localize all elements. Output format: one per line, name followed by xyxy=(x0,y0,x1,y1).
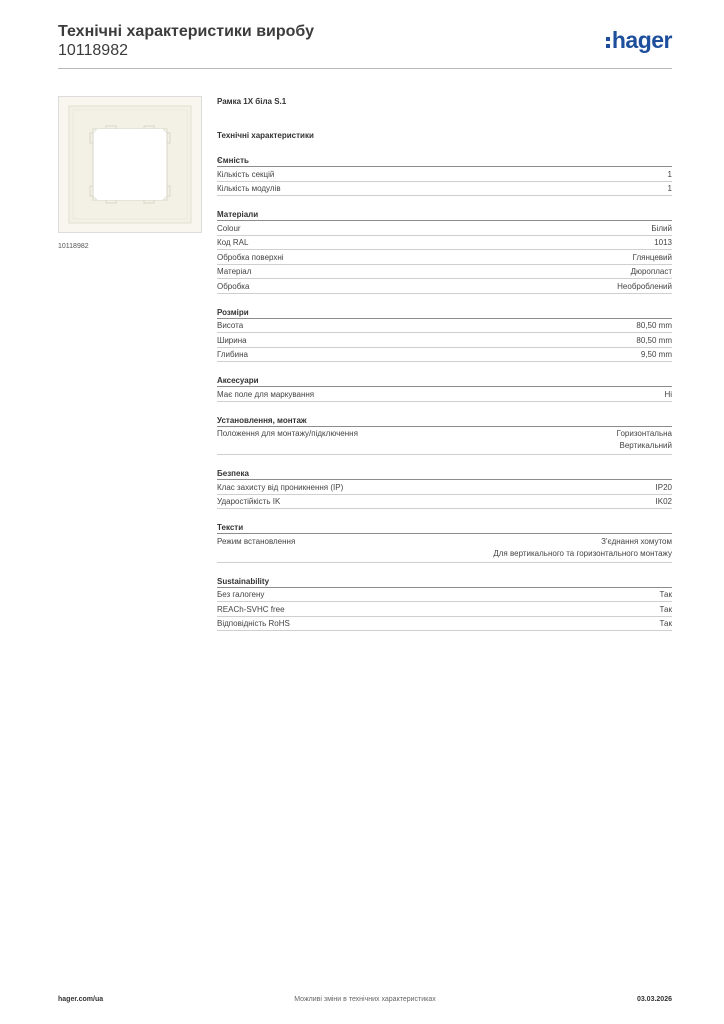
spec-group-title: Тексти xyxy=(217,521,672,534)
spec-label: Матеріал xyxy=(217,267,252,276)
footer-notice: Можливі зміни в технічних характеристиках xyxy=(294,996,436,1003)
spec-value-line: IK02 xyxy=(655,497,672,506)
spec-label: Ширина xyxy=(217,335,247,345)
spec-row xyxy=(217,348,672,363)
spec-group xyxy=(217,154,672,196)
spec-label: Положення для монтажу/підключення xyxy=(217,429,358,438)
spec-row xyxy=(217,534,672,563)
spec-label: Colour xyxy=(217,223,241,233)
spec-label: Відповідність RoHS xyxy=(217,619,290,628)
specs-heading: Технічні характеристики xyxy=(217,131,314,140)
spec-row xyxy=(217,182,672,197)
spec-value xyxy=(668,169,672,181)
spec-row xyxy=(217,236,672,251)
image-caption: 10118982 xyxy=(58,243,89,250)
spec-value xyxy=(668,183,672,195)
spec-value-line: Ні xyxy=(664,389,672,399)
spec-value-line: IP20 xyxy=(655,482,672,492)
spec-label: Має поле для маркування xyxy=(217,389,315,399)
spec-value-line: З'єднання хомутом xyxy=(601,536,672,546)
footer-date: 03.03.2026 xyxy=(636,996,672,1003)
header-divider xyxy=(58,68,672,69)
spec-group-title: Sustainability xyxy=(217,575,672,588)
spec-group xyxy=(217,414,672,456)
spec-value xyxy=(656,496,672,508)
spec-group xyxy=(217,521,672,563)
spec-row xyxy=(217,427,672,456)
spec-value xyxy=(660,604,672,616)
spec-value-line: 9,50 mm xyxy=(640,350,672,359)
spec-label: Кількість секцій xyxy=(217,169,275,179)
spec-group-title: Матеріали xyxy=(217,208,672,221)
spec-group xyxy=(217,208,672,294)
spec-row xyxy=(217,480,672,495)
spec-label: REACh-SVHC free xyxy=(217,604,285,614)
spec-label: Кількість модулів xyxy=(217,184,281,193)
spec-value-line: 1 xyxy=(667,169,672,179)
document-footer xyxy=(58,996,672,1008)
spec-value xyxy=(654,237,672,249)
spec-group xyxy=(217,575,672,632)
spec-group xyxy=(217,467,672,509)
spec-value-line: Необроблений xyxy=(617,281,672,291)
spec-label: Код RAL xyxy=(217,238,249,247)
footer-website[interactable]: hager.com/ua xyxy=(58,996,104,1003)
spec-value xyxy=(631,266,672,278)
spec-label: Висота xyxy=(217,321,244,330)
page-title: Технічні характеристики виробу xyxy=(58,23,314,40)
spec-row xyxy=(217,265,672,280)
spec-value xyxy=(493,536,672,560)
product-image xyxy=(58,96,202,233)
spec-group-title: Ємність xyxy=(217,154,672,167)
spec-group-title: Безпека xyxy=(217,467,672,480)
spec-row xyxy=(217,617,672,632)
spec-value xyxy=(656,482,672,494)
spec-value xyxy=(641,349,672,361)
spec-value-line: Так xyxy=(659,590,672,599)
document-header xyxy=(58,22,672,70)
spec-group xyxy=(217,374,672,402)
spec-value xyxy=(636,320,672,332)
spec-row xyxy=(217,250,672,265)
product-name: Рамка 1X біла S.1 xyxy=(217,97,287,106)
spec-row xyxy=(217,495,672,510)
spec-row xyxy=(217,588,672,603)
spec-label: Клас захисту від проникнення (IP) xyxy=(217,482,344,492)
spec-value-line: Так xyxy=(659,619,672,628)
spec-row xyxy=(217,279,672,294)
hager-logo xyxy=(606,28,672,52)
spec-value-line: 1013 xyxy=(654,238,672,247)
spec-label: Режим встановлення xyxy=(217,536,296,546)
spec-label: Обробка поверхні xyxy=(217,252,284,262)
spec-row xyxy=(217,333,672,348)
spec-groups xyxy=(217,154,672,631)
spec-label: Обробка xyxy=(217,281,250,291)
spec-row xyxy=(217,602,672,617)
logo-text: hager xyxy=(611,27,672,53)
spec-value-line: Білий xyxy=(651,223,672,233)
frame-illustration xyxy=(59,97,201,232)
spec-value-line: Вертикальний xyxy=(619,441,672,450)
spec-row xyxy=(217,167,672,182)
spec-value xyxy=(660,589,672,601)
spec-value-line: 1 xyxy=(667,184,672,193)
spec-value-line: Глянцевий xyxy=(632,252,672,262)
spec-value-line: Дюропласт xyxy=(630,267,672,276)
spec-group xyxy=(217,306,672,363)
spec-value xyxy=(617,428,672,452)
spec-group-title: Розміри xyxy=(217,306,672,319)
spec-value-line: Так xyxy=(659,604,672,614)
spec-value-line: 80,50 mm xyxy=(636,321,672,330)
spec-value-line: Горизонтальна xyxy=(616,429,672,438)
spec-group-title: Установлення, монтаж xyxy=(217,414,672,427)
spec-value xyxy=(636,335,672,347)
spec-label: Ударостійкість IK xyxy=(217,497,281,506)
spec-value xyxy=(617,281,672,293)
spec-label: Глибина xyxy=(217,350,248,359)
spec-value xyxy=(660,618,672,630)
spec-value-line: 80,50 mm xyxy=(636,335,672,345)
spec-value xyxy=(633,252,672,264)
spec-value xyxy=(651,223,672,235)
spec-group-title: Аксесуари xyxy=(217,374,672,387)
spec-label: Без галогену xyxy=(217,590,265,599)
spec-value xyxy=(664,389,672,401)
spec-row xyxy=(217,387,672,402)
specifications-section xyxy=(217,96,672,631)
logo-dots-icon xyxy=(606,37,610,48)
spec-row xyxy=(217,221,672,236)
article-number: 10118982 xyxy=(58,42,128,59)
spec-value-line: Для вертикального та горизонтального монтажу xyxy=(493,548,672,558)
spec-row xyxy=(217,319,672,334)
